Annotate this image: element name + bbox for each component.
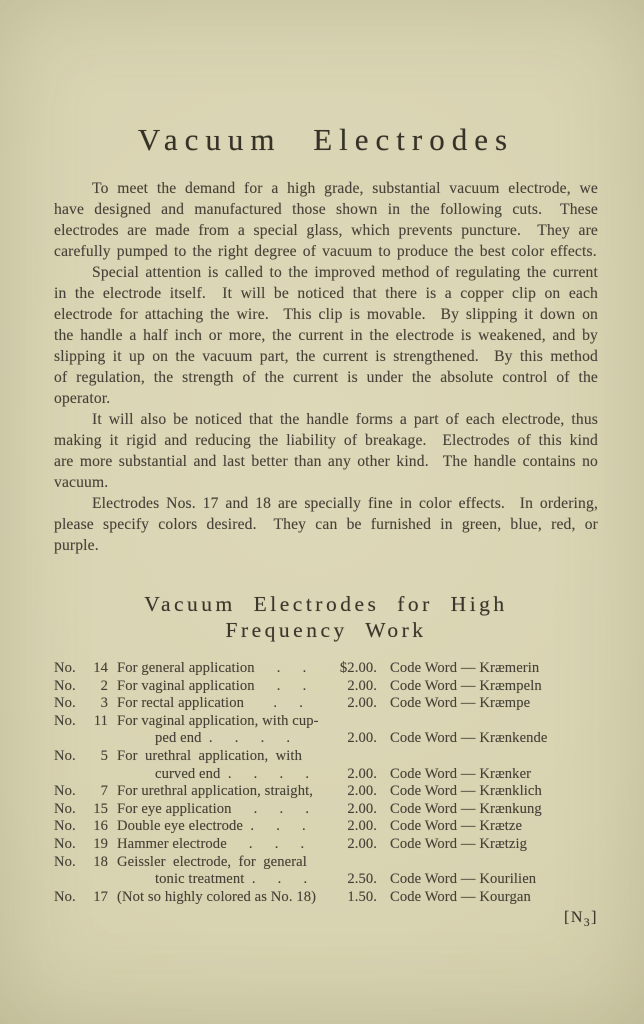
price-row-no-17 [54, 889, 598, 907]
item-number [54, 660, 108, 678]
item-number-label: No. [54, 818, 76, 835]
item-price: 2.00. [347, 800, 377, 817]
item-description: Geissler electrode, for general tonic treatment . . . [117, 853, 308, 888]
price-row-no-11 [54, 713, 598, 748]
section-heading-line-1: Vacuum Electrodes for High [144, 592, 508, 616]
price-row-no-16 [54, 818, 598, 836]
page-number-pre: [N [564, 909, 584, 927]
price-row-no-3 [54, 695, 598, 713]
item-number-value: 11 [93, 712, 108, 729]
item-number-value: 18 [93, 853, 108, 870]
item-code-word: Code Word — Krænker [390, 765, 532, 782]
paragraph-3: It will also be noticed that the handle forms a part of each electrode, thus making it rigid and reducing the liability of breakage. Electrodes of this kind are more substantial and last better than any other kind. The handle contains no vacuum. [54, 411, 598, 491]
item-number [54, 801, 108, 819]
item-description: Double eye electrode . . . [117, 818, 306, 835]
item-number [54, 748, 108, 766]
item-number-value: 15 [93, 800, 108, 817]
item-price: 2.00. [347, 783, 377, 800]
section-heading-line-2: Frequency Work [225, 618, 427, 642]
page-number [54, 909, 598, 930]
item-number-label: No. [54, 800, 76, 817]
item-price: 2.00. [347, 677, 377, 694]
item-number [54, 818, 108, 836]
item-code-word: Code Word — Krænkende [390, 730, 548, 747]
item-number-label: No. [54, 747, 76, 764]
item-code-word: Code Word — Krætzig [390, 835, 528, 852]
item-code-word: Code Word — Krænklich [390, 783, 542, 800]
item-number-label: No. [54, 677, 76, 694]
item-price: 2.00. [347, 730, 377, 747]
item-description: For vaginal application . . [117, 677, 307, 694]
item-description: Hammer electrode . . . [117, 835, 305, 852]
item-number [54, 713, 108, 731]
item-number-value: 14 [93, 660, 108, 676]
item-number-value: 19 [93, 835, 108, 852]
price-row-no-14 [54, 660, 598, 678]
item-number-label: No. [54, 695, 76, 712]
paragraph-1: To meet the demand for a high grade, substantial vacuum electrode, we have designed and manufactured those shown in the following cuts. These electrodes are made from a special glass, which prevents puncture. They are carefully pumped to the right degree of vacuum to produce the best color effects. [54, 180, 598, 260]
item-code-word: Code Word — Kourgan [390, 888, 531, 905]
item-code-word: Code Word — Krætze [390, 818, 523, 835]
item-description: For eye application . . . [117, 800, 310, 817]
item-number-label: No. [54, 835, 76, 852]
item-number [54, 854, 108, 872]
item-number-value: 7 [100, 783, 108, 800]
item-number-label: No. [54, 888, 76, 905]
item-price: 2.00. [347, 835, 377, 852]
item-code-word: Code Word — Kræmpe [390, 695, 531, 712]
price-list [54, 660, 598, 906]
item-code-word: Code Word — Krænkung [390, 800, 542, 817]
page-number-post: ] [591, 909, 598, 927]
item-price: $2.00. [339, 660, 377, 676]
price-row-no-2 [54, 678, 598, 696]
item-number-value: 17 [93, 888, 108, 905]
item-number [54, 783, 108, 801]
price-row-no-7 [54, 783, 598, 801]
item-number-value: 2 [100, 677, 108, 694]
item-description: For general application . . [117, 660, 307, 676]
item-number-label: No. [54, 783, 76, 800]
item-price: 2.00. [347, 695, 377, 712]
item-description: (Not so highly colored as No. 18) [117, 888, 317, 905]
body-text [54, 178, 598, 556]
item-code-word: Code Word — Kourilien [390, 871, 537, 888]
item-number-label: No. [54, 712, 76, 729]
item-number [54, 836, 108, 854]
item-description: For urethral application, straight, [117, 783, 314, 800]
item-number-value: 5 [100, 747, 108, 764]
page-number-sub: 3 [583, 917, 592, 930]
item-price: 2.00. [347, 765, 377, 782]
item-description: For rectal application . . [117, 695, 303, 712]
item-number-label: No. [54, 853, 76, 870]
item-number-label: No. [54, 660, 76, 676]
price-row-no-18 [54, 854, 598, 889]
item-description: For vaginal application, with cup- ped end . . . . [117, 712, 319, 747]
price-row-no-19 [54, 836, 598, 854]
item-code-word: Code Word — Kræmerin [390, 660, 540, 676]
item-price: 2.00. [347, 818, 377, 835]
paragraph-2: Special attention is called to the improved method of regulating the current in the electrode itself. It will be noticed that there is a copper clip on each electrode for attaching the wire. This clip is movable. By slipping it down on the handle a half inch or more, the current in the electrode is weakened, and by slipping it up on the vacuum part, the current is strengthened. By this method of regulation, the strength of the current is under the absolute control of the operator. [54, 264, 598, 407]
item-price: 1.50. [347, 888, 377, 905]
item-number-value: 16 [93, 818, 108, 835]
section-heading [54, 591, 598, 643]
page-title: Vacuum Electrodes [137, 122, 515, 157]
paragraph-4: Electrodes Nos. 17 and 18 are specially fine in color effects. In ordering, please specify colors desired. They can be furnished in green, blue, red, or purple. [54, 495, 598, 554]
item-number-value: 3 [100, 695, 108, 712]
item-code-word: Code Word — Kræmpeln [390, 677, 542, 694]
item-price: 2.50. [347, 871, 377, 888]
item-number [54, 695, 108, 713]
price-row-no-5 [54, 748, 598, 783]
item-description: For urethral application, with curved end . . . . [117, 747, 310, 782]
price-row-no-15 [54, 801, 598, 819]
item-number [54, 889, 108, 907]
item-number [54, 678, 108, 696]
